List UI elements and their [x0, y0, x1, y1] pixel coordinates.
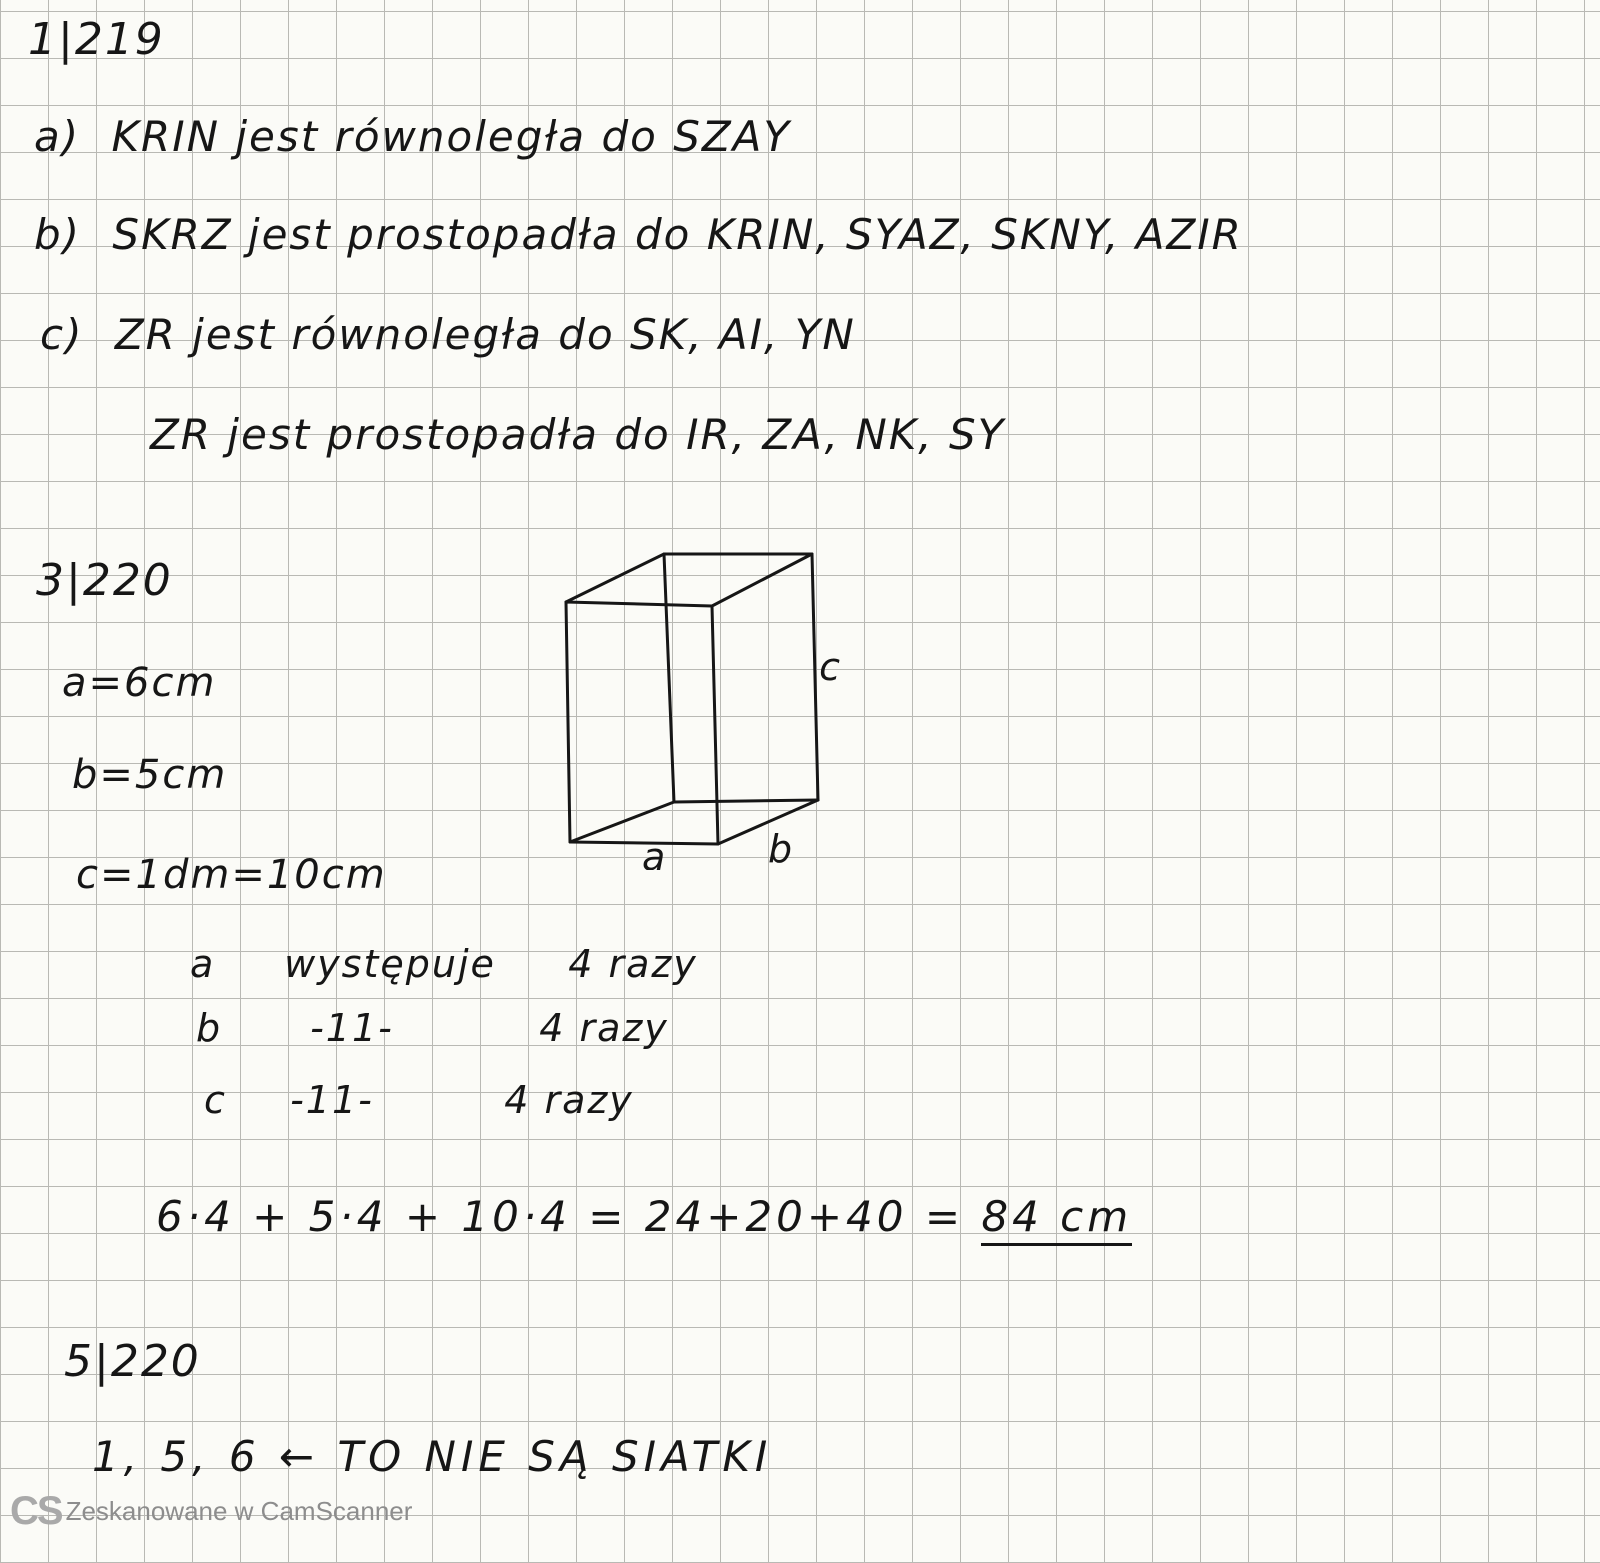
occurrence-row-a — [190, 942, 698, 986]
equation-expression: 6·4 + 5·4 + 10·4 = 24+20+40 = — [156, 1192, 982, 1241]
occurrence-row-b — [196, 1006, 669, 1050]
exercise-5-number: 5|220 — [64, 1336, 201, 1387]
camscanner-text: Zeskanowane w CamScanner — [65, 1495, 413, 1526]
equation-result: 84 cm — [981, 1192, 1132, 1246]
exercise-1a-answer: KRIN jest równoległa do SZAY — [111, 112, 792, 161]
given-a: a=6cm — [62, 660, 217, 706]
given-b: b=5cm — [72, 752, 228, 798]
given-c: c=1dm=10cm — [76, 852, 387, 898]
occurrence-word: występuje — [284, 942, 496, 986]
camscanner-logo: CS — [10, 1488, 62, 1533]
perimeter-equation — [156, 1192, 1132, 1241]
exercise-3-number: 3|220 — [36, 555, 173, 606]
cuboid-front-face — [566, 602, 718, 844]
occurrence-letter: a — [190, 942, 216, 986]
edge-label-c: c — [819, 645, 840, 689]
exercise-1b-answer: SKRZ jest prostopadła do KRIN, SYAZ, SKNY, AZIR — [112, 210, 1243, 259]
occurrence-letter: c — [204, 1078, 227, 1122]
occurrence-count: 4 razy — [568, 942, 698, 986]
exercise-1b-label: b) — [34, 210, 82, 259]
occurrence-letter: b — [196, 1006, 223, 1050]
cuboid-hidden-vertical — [664, 554, 674, 802]
edge-label-a: a — [642, 835, 666, 870]
exercise-1b-line — [34, 210, 1243, 259]
occurrence-word: -11- — [290, 1078, 374, 1122]
exercise-1c-answer-2: ZR jest prostopadła do IR, ZA, NK, SY — [150, 410, 1006, 459]
exercise-1c-answer: ZR jest równoległa do SK, AI, YN — [114, 310, 856, 359]
cuboid-drawing — [560, 550, 840, 870]
occurrence-row-c — [204, 1078, 634, 1122]
occurrence-word: -11- — [310, 1006, 394, 1050]
exercise-1c-line — [40, 310, 856, 359]
exercise-1c-label: c) — [40, 310, 84, 359]
exercise-5-answer: 1, 5, 6 ← TO NIE SĄ SIATKI — [92, 1432, 773, 1481]
occurrence-count: 4 razy — [504, 1078, 634, 1122]
cuboid-hidden-bottom — [674, 800, 818, 802]
exercise-1a-label: a) — [34, 112, 81, 161]
exercise-1-number: 1|219 — [28, 14, 165, 65]
camscanner-watermark — [10, 1486, 412, 1536]
edge-label-b: b — [768, 827, 793, 870]
cuboid-back-right — [812, 554, 818, 800]
cuboid-back-top — [566, 554, 812, 606]
exercise-1a-line — [34, 112, 791, 161]
occurrence-count: 4 razy — [539, 1006, 669, 1050]
